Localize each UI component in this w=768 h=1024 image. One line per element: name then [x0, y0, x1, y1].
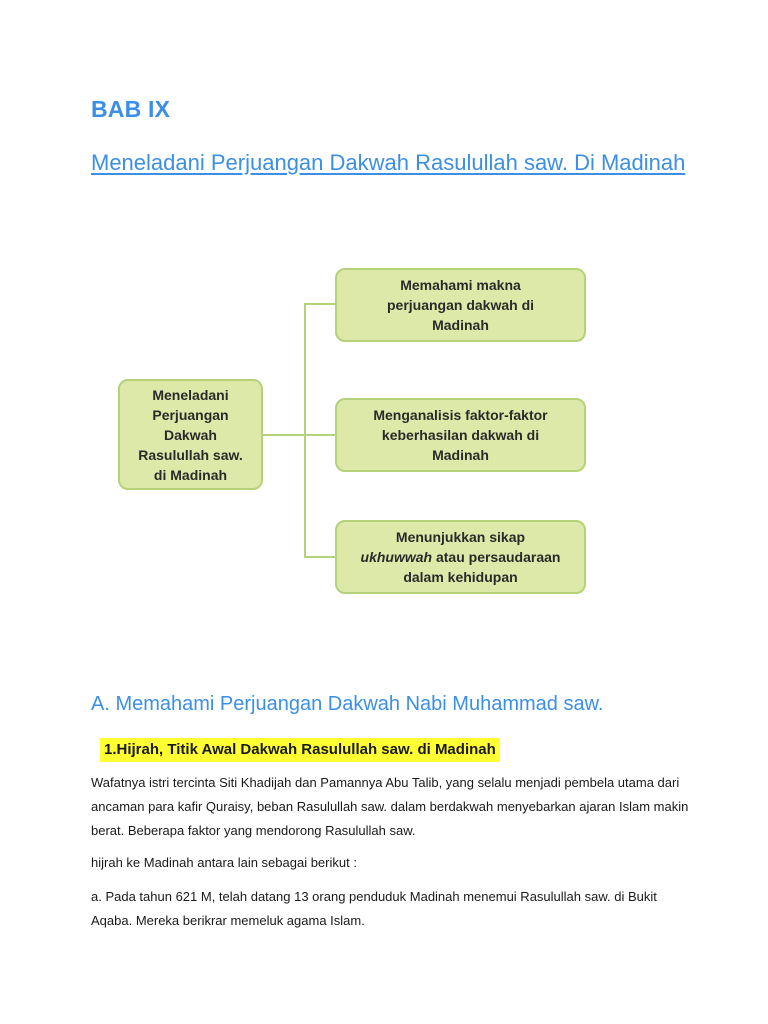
branch-2-line-3: Madinah	[432, 447, 489, 463]
paragraph-3: a. Pada tahun 621 M, telah datang 13 orang penduduk Madinah menemui Rasulullah saw. di Bukit Aqaba. Mereka berikrar memeluk agama Islam.	[91, 889, 657, 928]
root-line-4: Rasulullah saw.	[138, 446, 243, 463]
branch-1-line-2: perjuangan dakwah di	[386, 297, 535, 313]
root-line-5: di Madinah	[153, 466, 228, 483]
diagram-branch-node-1	[335, 268, 586, 342]
diagram-branch-node-2	[335, 398, 586, 472]
branch-1-line-3: Madinah	[432, 317, 489, 333]
branch-3-line-3: dalam kehidupan	[403, 569, 518, 585]
connector-branch-2	[304, 434, 336, 436]
connector-branch-1	[304, 303, 336, 305]
root-line-3: Dakwah	[164, 426, 217, 443]
branch-2-line-2: keberhasilan dakwah di	[381, 427, 540, 443]
branch-3-line-1: Menunjukkan sikap	[395, 529, 526, 545]
branch-3-line-2-rest: atau persaudaraan	[432, 549, 561, 565]
branch-1-line-1: Memahami makna	[400, 277, 521, 293]
chapter-heading: BAB IX	[91, 96, 171, 122]
root-line-1: Meneladani	[152, 386, 229, 403]
connector-root-horizontal	[262, 434, 306, 436]
branch-3-emphasis: ukhuwwah	[360, 549, 433, 565]
root-line-2: Perjuangan	[152, 406, 229, 423]
diagram-root-node	[118, 379, 263, 490]
branch-2-line-1: Menganalisis faktor-faktor	[373, 407, 548, 423]
subsection-1-heading: 1.Hijrah, Titik Awal Dakwah Rasulullah saw. di Madinah	[100, 738, 500, 762]
connector-branch-3	[304, 556, 336, 558]
page-title[interactable]: Meneladani Perjuangan Dakwah Rasulullah saw. Di Madinah	[91, 150, 686, 175]
branch-3-line-2	[361, 547, 561, 567]
section-a-heading: A. Memahami Perjuangan Dakwah Nabi Muhammad saw.	[91, 693, 604, 715]
paragraph-1: Wafatnya istri tercinta Siti Khadijah dan Pamannya Abu Talib, yang selalu menjadi pembela utama dari ancaman para kafir Quraisy, beban Rasulullah saw. dalam berdakwah menyebarkan ajaran Islam makin berat. Beberapa faktor yang mendorong Rasulullah saw.	[91, 775, 689, 838]
connector-vertical-trunk	[304, 303, 306, 557]
paragraph-2: hijrah ke Madinah antara lain sebagai berikut :	[91, 855, 357, 870]
diagram-branch-node-3	[335, 520, 586, 594]
